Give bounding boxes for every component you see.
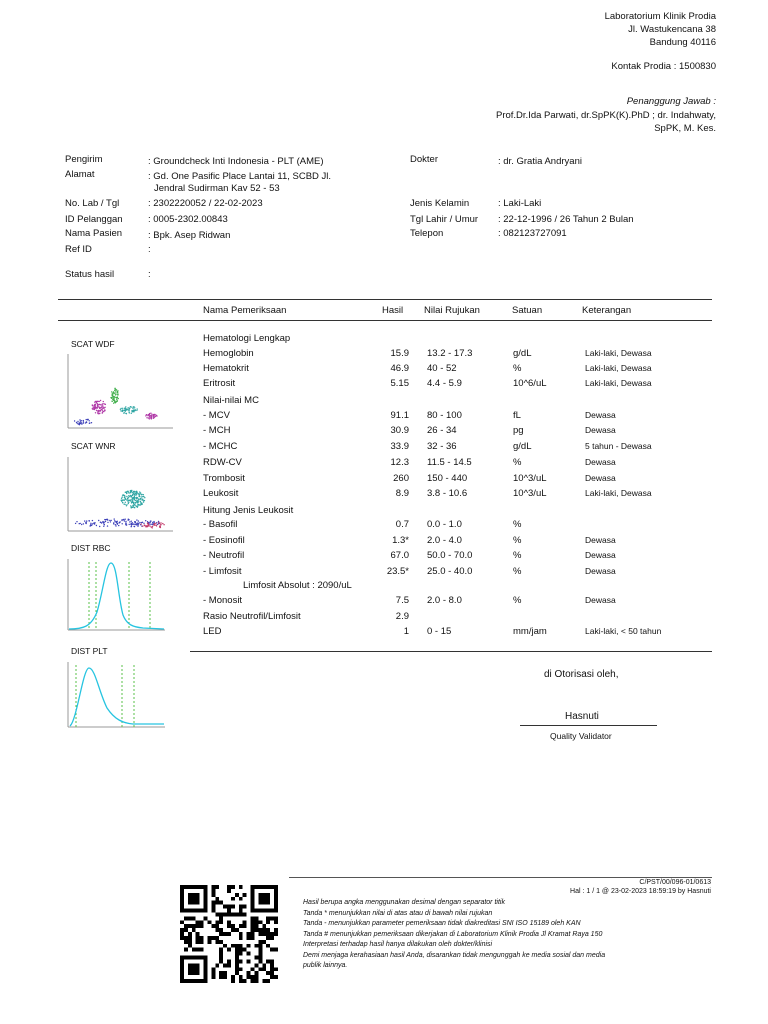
cell-hasil: 5.15 (390, 378, 409, 389)
cell-rujukan: 32 - 36 (427, 441, 457, 452)
table-top-rule (58, 299, 712, 300)
cell-rujukan: 13.2 - 17.3 (427, 348, 473, 359)
pengirim-label: Pengirim (65, 154, 103, 165)
col-header-satuan: Satuan (512, 305, 543, 316)
cell-hasil: 33.9 (390, 441, 409, 452)
nolab-value: : 2302220052 / 22-02-2023 (148, 198, 263, 209)
col-header-rujukan: Nilai Rujukan (424, 305, 480, 316)
cell-ket: Dewasa (585, 566, 616, 576)
cell-satuan: g/dL (513, 441, 532, 452)
cell-nama: - Monosit (203, 595, 243, 606)
cell-nama: Nilai-nilai MC (203, 395, 259, 406)
nolab-label: No. Lab / Tgl (65, 198, 120, 209)
lab-name: Laboratorium Klinik Prodia (604, 11, 716, 22)
cell-nama: Hemoglobin (203, 348, 254, 359)
cell-nama: - Basofil (203, 519, 238, 530)
plot-label-wnr: SCAT WNR (71, 441, 116, 451)
cell-satuan: % (513, 535, 522, 546)
nama-label: Nama Pasien (65, 228, 123, 239)
alamat-label: Alamat (65, 169, 95, 180)
jk-label: Jenis Kelamin (410, 198, 470, 209)
cell-satuan: 10^6/uL (513, 378, 547, 389)
idpel-value: : 0005-2302.00843 (148, 214, 228, 225)
cell-ket: Laki-laki, Dewasa (585, 378, 652, 388)
lab-contact: Kontak Prodia : 1500830 (611, 61, 716, 72)
alamat-line1: : Gd. One Pasific Place Lantai 11, SCBD Jl. (148, 171, 332, 182)
cell-rujukan: 150 - 440 (427, 473, 468, 484)
cell-satuan: % (513, 566, 522, 577)
cell-satuan: g/dL (513, 348, 532, 359)
plot-label-rbc: DIST RBC (71, 543, 111, 553)
cell-nama: Trombosit (203, 473, 245, 484)
cell-nama: LED (203, 626, 222, 637)
cell-nama: Eritrosit (203, 378, 236, 389)
cell-hasil: 67.0 (390, 550, 409, 561)
lab-city: Bandung 40116 (649, 37, 716, 48)
cell-ket: Dewasa (585, 595, 616, 605)
scat-wnr-plot (63, 455, 175, 535)
col-header-nama: Nama Pemeriksaan (203, 305, 287, 316)
footer-note: publik lainnya. (303, 962, 348, 969)
lab-street: Jl. Wastukencana 38 (628, 24, 716, 35)
pengirim-value: : Groundcheck Inti Indonesia - PLT (AME) (148, 156, 324, 167)
telp-value: : 082123727091 (498, 228, 567, 239)
cell-nama: - MCH (203, 425, 231, 436)
dokter-label: Dokter (410, 154, 438, 165)
cell-hasil: 46.9 (390, 363, 409, 374)
refid-value: : (148, 244, 151, 255)
validator-role: Quality Validator (550, 731, 612, 741)
cell-rujukan: 0 - 15 (427, 626, 452, 637)
cell-rujukan: 3.8 - 10.6 (427, 488, 468, 499)
col-header-hasil: Hasil (382, 305, 404, 316)
pj-line2: SpPK, M. Kes. (654, 123, 716, 134)
refid-label: Ref ID (65, 244, 92, 255)
cell-ket: Dewasa (585, 535, 616, 545)
nama-value: : Bpk. Asep Ridwan (148, 230, 231, 241)
cell-rujukan: 11.5 - 14.5 (427, 457, 472, 468)
jk-value: : Laki-Laki (498, 198, 542, 209)
footer-note: Tanda * menunjukkan nilai di atas atau di bawah nilai rujukan (303, 909, 493, 917)
table-header-rule (58, 320, 712, 321)
alamat-line2: Jendral Sudirman Kav 52 - 53 (154, 183, 280, 194)
footer-rule (289, 877, 712, 878)
cell-ket: Dewasa (585, 550, 616, 560)
plot-label-wdf: SCAT WDF (71, 339, 115, 349)
status-value: : (148, 269, 151, 280)
cell-satuan: pg (513, 425, 524, 436)
cell-nama: - MCHC (203, 441, 238, 452)
cell-hasil: 7.5 (395, 595, 409, 606)
cell-hasil: 12.3 (390, 457, 409, 468)
cell-nama: Rasio Neutrofil/Limfosit (203, 611, 301, 622)
footer-note: Tanda # menunjukkan pemeriksaan dikerjakan di Laboratorium Klinik Prodia Jl Kramat Raya 150 (303, 930, 603, 938)
cell-ket: Laki-laki, Dewasa (585, 363, 652, 373)
col-header-keterangan: Keterangan (582, 305, 632, 316)
cell-hasil: 30.9 (390, 425, 409, 436)
cell-ket: Dewasa (585, 425, 616, 435)
footer-note: Demi menjaga kerahasiaan hasil Anda, disarankan tidak mengunggah ke media sosial dan media (303, 951, 606, 959)
cell-ket: Laki-laki, Dewasa (585, 488, 652, 498)
cell-nama: - Eosinofil (203, 535, 245, 546)
cell-ket: Laki-laki, < 50 tahun (585, 626, 662, 636)
cell-rujukan: 0.0 - 1.0 (427, 519, 462, 530)
footer-hal: Hal : 1 / 1 @ 23-02-2023 18:59:19 by Hasnuti (570, 888, 711, 895)
signature-line (520, 725, 657, 726)
cell-nama: Leukosit (203, 488, 239, 499)
cell-rujukan: 4.4 - 5.9 (427, 378, 462, 389)
cell-satuan: mm/jam (513, 626, 547, 637)
cell-satuan: fL (513, 410, 521, 421)
idpel-label: ID Pelanggan (65, 214, 123, 225)
cell-nama: Hematologi Lengkap (203, 333, 291, 344)
cell-rujukan: 50.0 - 70.0 (427, 550, 473, 561)
cell-hasil: 260 (393, 473, 409, 484)
cell-ket: Dewasa (585, 473, 616, 483)
cell-hasil: 0.7 (395, 519, 409, 530)
cell-ket: Dewasa (585, 457, 616, 467)
dist-rbc-plot (63, 557, 175, 637)
cell-rujukan: 40 - 52 (427, 363, 457, 374)
cell-rujukan: 2.0 - 4.0 (427, 535, 462, 546)
cell-ket: Laki-laki, Dewasa (585, 348, 652, 358)
telp-label: Telepon (410, 228, 444, 239)
tgl-value: : 22-12-1996 / 26 Tahun 2 Bulan (498, 214, 634, 225)
dokter-value: : dr. Gratia Andryani (498, 156, 582, 167)
scat-wdf-plot (63, 352, 175, 432)
cell-satuan: % (513, 363, 522, 374)
cell-ket: Dewasa (585, 410, 616, 420)
cell-hasil: 1 (403, 626, 409, 637)
cell-hasil: 8.9 (395, 488, 409, 499)
cell-satuan: % (513, 595, 522, 606)
cell-hasil: 15.9 (390, 348, 409, 359)
dist-plt-plot (63, 660, 175, 740)
cell-hasil: 2.9 (395, 611, 409, 622)
pj-label: Penanggung Jawab : (626, 96, 716, 107)
status-label: Status hasil (65, 269, 115, 280)
cell-nama: Hematokrit (203, 363, 249, 374)
qr-code (180, 885, 278, 983)
cell-rujukan: 80 - 100 (427, 410, 462, 421)
footer-note: Tanda - menunjukkan parameter pemeriksaan tidak diakreditasi SNI ISO 15189 oleh KAN (303, 920, 581, 927)
otorisasi-label: di Otorisasi oleh, (544, 669, 619, 680)
cell-rujukan: 25.0 - 40.0 (427, 566, 473, 577)
cell-nama: Limfosit Absolut : 2090/uL (243, 580, 352, 591)
tgl-label: Tgl Lahir / Umur (410, 214, 479, 225)
cell-satuan: 10^3/uL (513, 473, 547, 484)
cell-hasil: 91.1 (390, 410, 409, 421)
cell-satuan: % (513, 457, 522, 468)
cell-nama: Hitung Jenis Leukosit (203, 505, 294, 516)
cell-nama: RDW-CV (203, 457, 242, 468)
cell-nama: - Neutrofil (203, 550, 245, 561)
table-bottom-rule (190, 651, 712, 652)
cell-rujukan: 26 - 34 (427, 425, 457, 436)
cell-ket: 5 tahun - Dewasa (585, 441, 652, 451)
cell-satuan: 10^3/uL (513, 488, 547, 499)
cell-nama: - Limfosit (203, 566, 242, 577)
footer-code: C/PST/00/096-01/0613 (639, 879, 711, 886)
plot-label-plt: DIST PLT (71, 646, 108, 656)
cell-satuan: % (513, 550, 522, 561)
cell-rujukan: 2.0 - 8.0 (427, 595, 462, 606)
cell-nama: - MCV (203, 410, 230, 421)
pj-line1: Prof.Dr.Ida Parwati, dr.SpPK(K).PhD ; dr. Indahwaty, (495, 110, 716, 121)
cell-hasil: 1.3* (392, 535, 409, 546)
cell-satuan: % (513, 519, 522, 530)
validator-name: Hasnuti (565, 711, 599, 722)
footer-note: Interpretasi terhadap hasil hanya dilakukan oleh dokter/klinisi (303, 941, 493, 948)
cell-hasil: 23.5* (386, 566, 409, 577)
footer-note: Hasil berupa angka menggunakan desimal dengan separator titik (303, 899, 505, 906)
